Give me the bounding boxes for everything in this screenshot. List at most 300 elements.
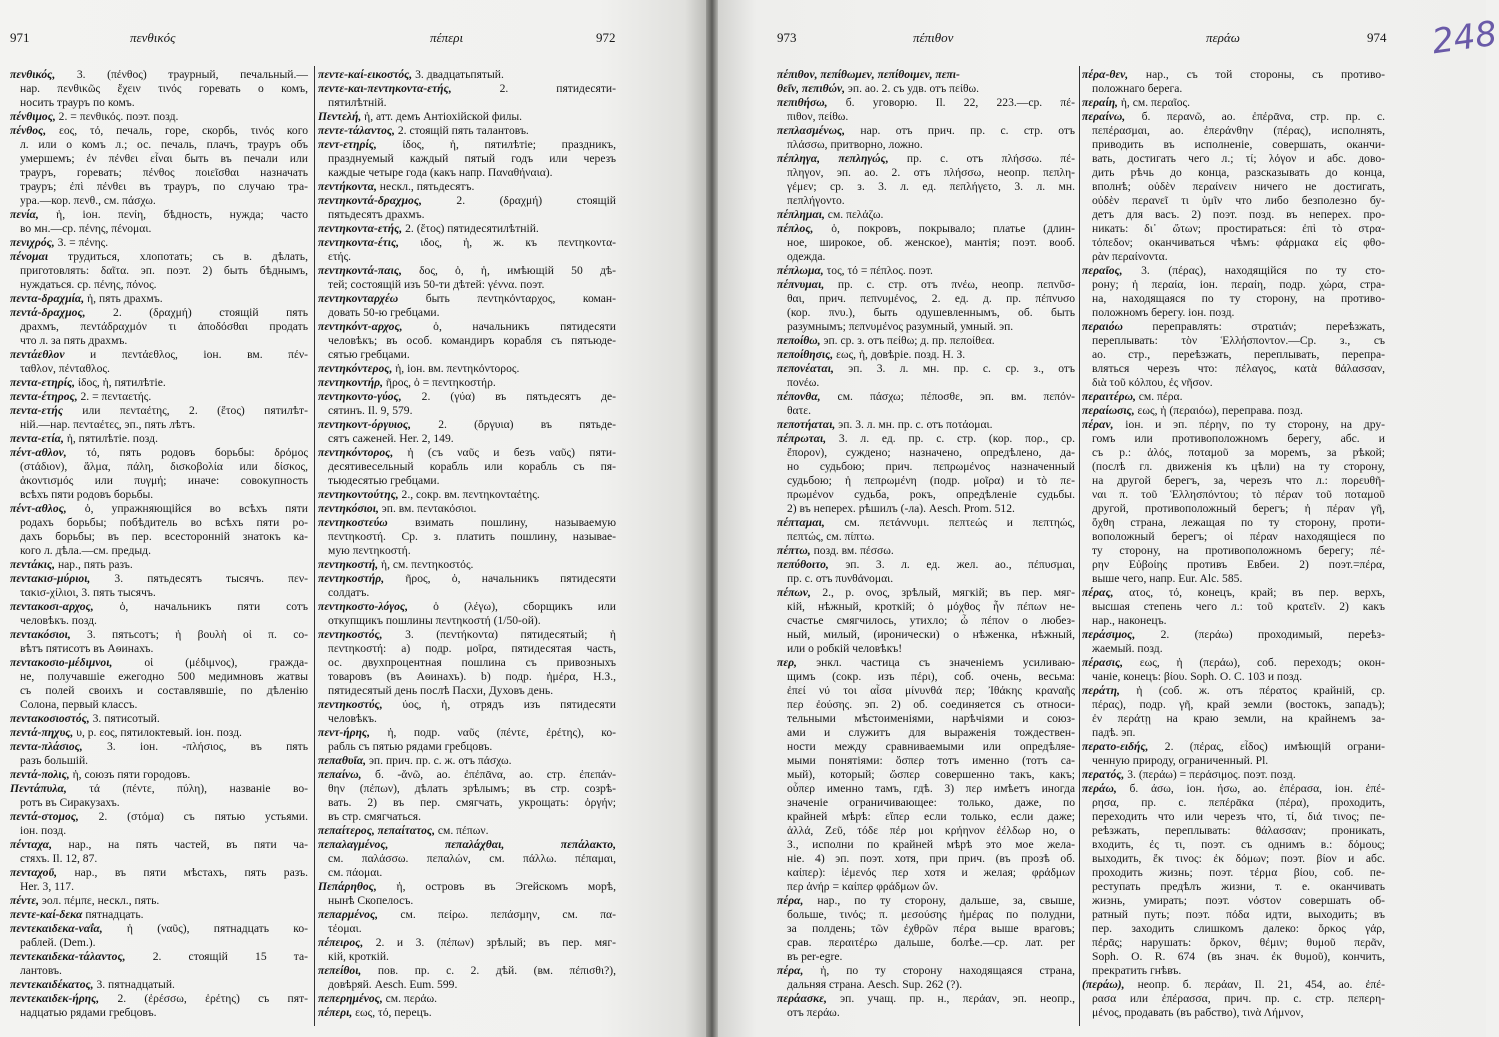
definition-text: эп. учащ. пр. н., περάαν, эп. неопр., [826,992,1075,1005]
entry-continuation-line [10,754,308,768]
entry-continuation-line [10,418,308,432]
entry-line [1082,656,1385,670]
column-divider [314,66,315,1026]
definition-text: 2. стоящій 15 та- [125,950,308,963]
definition-text: υ, р. εος, пятилоктевый. іон. позд. [73,726,242,739]
definition-text: разъ большій. [20,754,89,767]
entry-continuation-line [1082,726,1385,740]
headword: πεπαρμένος, [318,908,379,921]
definition-text: 2. = πενταετής. [77,390,152,403]
entry-continuation-line [10,474,308,488]
definition-text: ὁ, начальникъ пяти сотъ [93,600,308,613]
headword: πέρα, [777,964,804,977]
definition-text: эп. 3. л. мн. пр. с. отъ ποτάομαι. [835,418,993,431]
definition-text: дахъ борьбы; въ пер. всесторонній знатокъ ка- [20,530,308,543]
entry-continuation-line [1082,348,1385,362]
entry-continuation-line [10,614,308,628]
definition-text: пов. пр. с. 2. дѣй. (вм. πέπισθι?), [361,964,616,977]
headword: πέπλωμα, [777,264,824,277]
entry-continuation-line [1082,82,1385,96]
definition-text: во мн.—ср. πένης, πένομαι. [20,222,152,235]
headword: πεντα-ετηρίς, [10,376,76,389]
definition-text: 2. и 3. (πέπων) зрѣлый; въ пер. мяг- [363,936,616,949]
entry-continuation-line [1082,488,1385,502]
entry-line [10,712,308,726]
running-head: πενθικός [130,30,176,45]
entry-line [318,572,616,586]
definition-text: эп. 3. л. ед. жел. ао., πέπυσμαι, [828,558,1075,571]
definition-text: счастье смягчилось, утихло; ὦ πέπον о любез- [787,614,1075,627]
entry-continuation-line [318,978,616,992]
book-gutter [706,0,718,1037]
headword: πεπαίνω, [318,768,362,781]
entry-continuation-line [318,782,616,796]
entry-continuation-line [10,964,308,978]
entry-continuation-line [318,250,616,264]
entry-line [777,334,1075,348]
headword: πέρασις, [1082,656,1124,669]
entry-line [318,992,616,1006]
definition-text: вѣтъ пятисотъ въ Аѳинахъ. [20,642,154,655]
definition-text: ὁ, покровъ, покрывало; платье (длин- [813,222,1075,235]
entry-continuation-line [777,670,1075,684]
definition-text: ναι π. τοῦ Ἑλλησπόντου; τὸ πέραν τοῦ ποταμοῦ [1092,488,1385,501]
definition-text: нар. отъ прич. пр. с. стр. отъ [845,124,1075,137]
entry-line [10,838,308,852]
headword: πέρα-θεν, [1082,68,1129,81]
entry-continuation-line [1082,334,1385,348]
entry-continuation-line [318,712,616,726]
entry-continuation-line [777,866,1075,880]
entry-continuation-line [1082,474,1385,488]
definition-text: взимать пошлину, называемую [387,516,616,529]
entry-continuation-line [10,852,308,866]
entry-continuation-line [10,488,308,502]
headword: πεποτήαται, [777,418,836,431]
definition-text: εως, ἡ, довѣріе. позд. Н. З. [833,348,966,361]
definition-text: καίπερ): ἱέμενός περ хотя и желая; φράδμων [787,866,1075,879]
definition-text: 2. = πενθικός. поэт. позд. [55,110,179,123]
definition-text: см. πελάζω. [824,208,884,221]
entry-line [10,894,308,908]
definition-text: на, находящаяся по ту сторону, на противо- [1092,292,1385,305]
page-number: 974 [1367,30,1387,45]
headword: πεπαθυῖα, [318,754,367,767]
definition-text: см. πετάννυμι. πεπτεώς и πεπτηώς, [824,516,1075,529]
entry-continuation-line [777,852,1075,866]
definition-text: θατε. [787,404,812,417]
headword: πεντε-καί-εικοστός, [318,68,413,81]
entry-continuation-line [1082,432,1385,446]
definition-text: ὁ (λέγω), сборщикъ или [407,600,616,613]
entry-continuation-line [1082,824,1385,838]
entry-line [318,502,616,516]
headword: πεπύθοιτο, [777,558,829,571]
definition-text: 2. (ἐρέσσω, ἐρέτης) съ пят- [99,992,308,1005]
entry-continuation-line [10,278,308,292]
definition-text: περ ἐούσης. эп. 2) об. соединяется съ относи- [787,698,1075,711]
headword: πέπονθα, [777,390,821,403]
definition-text: ос. двухпроцентная пошлина съ привозныхъ [328,656,616,669]
definition-text: 3. двадцатьпятый. [412,68,504,81]
definition-text: ἡ, по ту сторону находящаяся страна, [803,964,1075,977]
entry-continuation-line [1082,866,1385,880]
definition-text: Her. 3, 117. [20,880,74,893]
headword: περαίη, [1082,96,1118,109]
headword: περάω, [1082,782,1117,795]
definition-text: энкл. частица съ значеніемъ усиливаю- [796,656,1075,669]
definition-text: десятивесельный корабль или корабль съ пя- [328,460,616,473]
definition-text: трауръ, горевать; πένθος ποιεῖσθαι назначать [20,166,308,179]
definition-text: приготовлять: δαῖτα. эп. поэт. 2) быть бѣднымъ, [20,264,308,277]
headword: πένθιμος, [10,110,56,123]
entry-continuation-line [318,810,616,824]
entry-line [10,404,308,418]
headword: πεντηκόντερος, [318,362,393,375]
entry-continuation-line [1082,880,1385,894]
headword: περάσιμος, [1082,628,1136,641]
headword: περάτη, [1082,684,1120,697]
entry-continuation-line [1082,936,1385,950]
entry-line [777,362,1075,376]
entry-line [318,726,616,740]
definition-text: разумнымъ; πεπνυμένος разумный, умный. эп. [787,320,1014,333]
entry-line [777,348,1075,362]
headword: περαιτέρω, [1082,390,1136,403]
definition-text: эп. ао. 2. съ удв. отъ πείθω. [845,82,980,95]
page-number: 971 [10,30,30,45]
definition-text: положнаго берега. [1092,82,1183,95]
entry-continuation-line [10,684,308,698]
entry-continuation-line [10,96,308,110]
definition-text: ἡ, островъ въ Эгейскомъ морѣ, [376,880,616,893]
definition-text: съ р.: ἁλός, ποταμοῦ за моремъ, за рѣкой; [1092,446,1385,459]
left-page [0,0,706,1037]
entry-line [10,376,308,390]
dictionary-column [1082,68,1385,1020]
definition-text: человѣкъ; въ особ. командиръ корабля съ пятьюде- [328,334,616,347]
definition-text: πεντηκοστή: а) подр. μοῖρα, пятидесятая часть, [328,642,616,655]
headword: Πεπάρηθος, [318,880,377,893]
definition-text: Soph. O. R. 674 (въ знач. ἐκ θυμοῦ), кончить, [1092,950,1385,963]
definition-text: значеніе ограничивающее: только, даже, по [787,796,1075,809]
definition-text: ταθλον, πένταθλος. [20,362,110,375]
definition-text: 3. пятисотый. [89,712,160,725]
headword: πενιχρός, [10,236,55,249]
definition-text: вполнѣ; οὐδὲν περαίνειν ничего не достигать, [1092,180,1385,193]
definition-text: неопр. б. περάαν, Il. 21, 454, ао. ἐπέ- [1124,978,1385,991]
headword: πενία, [10,208,39,221]
entry-continuation-line [10,180,308,194]
entry-continuation-line [777,726,1075,740]
entry-continuation-line [777,530,1075,544]
headword: πεντηκόντ-αρχος, [318,320,403,333]
headword: πεποίθω, [777,334,821,347]
headword: πεντε-και-πεντηκοντα-ετής, [318,82,452,95]
definition-text: въ стр. смягчаться. [328,810,422,823]
definition-text: ратный путь; поэт. πόδα идти, выходить; въ [1092,908,1385,921]
entry-line [10,600,308,614]
definition-text: дить рѣчь до конца, разсказывать до конца, [1092,166,1385,179]
definition-text: 3. (πένθος) траурный, печальный.— [55,68,308,81]
entry-continuation-line [1082,124,1385,138]
headword: πεπιθήσω, [777,96,828,109]
entry-line [10,236,308,250]
definition-text: 3. пятьсотъ; ἡ βουλὴ οἱ π. со- [70,628,308,641]
entry-continuation-line [1082,670,1385,684]
definition-text: срав. περαιτέρω дальше, болѣе.—ср. лат. per [787,936,1075,949]
definition-text: 2. (ὄργυια) въ пятьде- [410,418,616,431]
entry-continuation-line [10,222,308,236]
entry-line [777,558,1075,572]
definition-text: тей; состоящій изъ 50-ти дѣтей: γέννα. поэт. [328,278,545,291]
entry-line [10,110,308,124]
headword: πεντά-στομος, [10,810,79,823]
entry-continuation-line [318,96,616,110]
definition-text: δος, ὁ, ἡ, имѣющій 50 дѣ- [401,264,616,277]
entry-continuation-line [318,278,616,292]
headword: πεντ-ετηρίς, [318,138,377,151]
headword: πεντήκοντα, [318,180,377,193]
definition-text: трауръ; ἐπὶ πένθει въ трауръ, по случаю тра- [20,180,308,193]
headword: πέπειρος, [318,936,364,949]
entry-line [10,558,308,572]
entry-continuation-line [1082,446,1385,460]
entry-continuation-line [777,978,1075,992]
headword: πενταχοῦ, [10,866,58,879]
entry-line [318,488,616,502]
definition-text: εος, τό, печаль, горе, скорбь, τινός кого [46,124,308,137]
entry-line [1082,978,1385,992]
definition-text: драхмъ, πεντάδραχμόν τι ἀποδόσθαι продать [20,320,308,333]
definition-text: ῆρος, ὁ = πεντηκοστήρ. [382,376,496,389]
entry-continuation-line [777,754,1075,768]
definition-text: 3. (πέρας), находящійся по ту сто- [1122,264,1385,277]
headword: πένθος, [10,124,47,137]
definition-text: см. πείρω. πεπάσμην, см. πα- [378,908,616,921]
definition-text: отъ περάω. [787,1006,840,1019]
definition-text: 2. (πέρας, εἶδος) имѣющій ограни- [1148,740,1385,753]
headword: περαιόω [1082,320,1123,333]
definition-text: позд. вм. πέσσω. [810,544,894,557]
entry-line [10,292,308,306]
definition-text: вать. 2) въ пер. смягчать, укрощать: ὀργήν; [328,796,616,809]
entry-continuation-line [318,166,616,180]
definition-text: см. πέπων. [434,824,489,837]
definition-text: 2. (περάω) проходимый, переѣз- [1135,628,1385,641]
headword: πεντεκαιδεκα-τάλαντος, [10,950,126,963]
definition-text: ρην Εὐβοίης противъ Евбеи. 2) поэт.=πέρα, [1092,558,1385,571]
headword: πεντηκοστή, [318,558,379,571]
entry-line [10,810,308,824]
definition-text: или о робкій человѣкъ! [787,642,903,655]
headword: πέρας, [1082,586,1114,599]
entry-line [318,418,616,432]
definition-text: пер. заходить слишкомъ далеко: ὅρκος γάρ, [1092,922,1385,935]
definition-text: γέμεν; ср. з. 3. л. ед. πεπλήγετο, 3. л. мн. [787,180,1075,193]
headword: πεντηκοντο-γύος, [318,390,402,403]
headword: πέπλος, [777,222,814,235]
entry-continuation-line [1082,138,1385,152]
entry-continuation-line [1082,908,1385,922]
headword: πεντα-πλάσιος, [10,740,83,753]
definition-text: тельными мѣстоименіями, нарѣчіями и союз- [787,712,1075,725]
definition-text: см. περάω. [382,992,438,1005]
entry-continuation-line [318,530,616,544]
entry-continuation-line [777,810,1075,824]
definition-text: ετής. [328,250,352,263]
entry-line [1082,586,1385,600]
definition-text: 3. іон. -πλήσιος, въ пять [82,740,308,753]
entry-continuation-line [318,586,616,600]
entry-line [318,320,616,334]
definition-text: іон. и эп. πέρην, по ту сторону, на дру- [1113,418,1385,431]
definition-text: 3. л. ед. пр. с. стр. (кор. πορ., ср. [826,432,1075,445]
headword: πέπιθον, πεπίθωμεν, πεπίθοιμεν, πεπι- [777,68,960,81]
entry-continuation-line [1082,362,1385,376]
definition-text: кій, кроткій. [328,950,389,963]
definition-text: нар., на пять частей, въ пяти ча- [51,838,308,851]
definition-text: б. περανῶ, ао. ἐπέρᾱνα, стр. пр. с. [1125,110,1385,123]
headword: πεντακοσι-αρχος, [10,600,94,613]
definition-text: нар., въ пяти мѣстахъ, пять разъ. [57,866,308,879]
entry-continuation-line [10,460,308,474]
definition-text: умершемъ; ἐν πένθει εἶναι быть въ печали или [20,152,308,165]
entry-line [318,768,616,782]
entry-line [318,628,616,642]
headword: πεντά-πηχυς, [10,726,74,739]
entry-continuation-line [777,474,1075,488]
entry-line [318,1006,616,1020]
definition-text: на другой берегъ, за, черезъ что л.: πορευθῆ- [1092,474,1385,487]
entry-continuation-line [1082,922,1385,936]
definition-text: трудиться, хлопотать; съ в. дѣлать, [48,250,308,263]
definition-text: пятнадцать. [82,908,144,921]
definition-text: стяхъ. Il. 12, 87. [20,852,98,865]
entry-continuation-line [10,936,308,950]
definition-text: 3. пятнадцатый. [93,978,175,991]
definition-text: жаемый. позд. [1092,642,1163,655]
definition-text: ами и служитъ для выраженія тождествен- [787,726,1075,739]
entry-continuation-line [777,936,1075,950]
definition-text: человѣкъ. позд. [20,614,97,627]
entry-line [1082,320,1385,334]
definition-text: ἔπορον), суждено; назначено, опредѣлено, да- [787,446,1075,459]
entry-line [777,390,1075,404]
entry-continuation-line [10,264,308,278]
entry-line [318,138,616,152]
headword: πεντηκοντα-ετής, [318,222,403,235]
entry-line [777,222,1075,236]
definition-text: см. πάομαι. [328,866,383,879]
entry-continuation-line [1082,460,1385,474]
entry-line [777,68,1075,82]
entry-line [318,376,616,390]
entry-continuation-line [10,586,308,600]
entry-line [318,754,616,768]
definition-text: высшая степень чего л.: τοῦ κρατεῖν. 2) какъ [1092,600,1385,613]
headword: θεῖν, πεπιθών, [777,82,846,95]
definition-text: см. παλάσσω. πεπαλών, см. πάλλω. πέπαμαι, [328,852,616,865]
entry-continuation-line [1082,180,1385,194]
entry-line [10,572,308,586]
entry-continuation-line [318,404,616,418]
entry-line [318,110,616,124]
definition-text: εως, τό, перецъ. [352,1006,432,1019]
headword: Πεντάπυλα, [10,782,67,795]
entry-continuation-line [777,320,1075,334]
headword: πεντηκόσιοι, [318,502,379,515]
definition-text: ἀλλά, Ζεῦ, τόδε πέρ μοι κρήηνον ἐέλδωρ но, о [787,824,1075,837]
definition-text: ао. стр., переѣзжать, переплывать, перепра- [1092,348,1385,361]
definition-text: ура.—кор. πενθ., см. πάσχω. [20,194,156,207]
headword: Πεντελή, [318,110,362,123]
definition-text: іон. позд. [20,824,67,837]
definition-text: 2. пятидесяти- [451,82,616,95]
definition-text: детъ для васъ. 2) поэт. позд. въ неперех. про- [1092,208,1385,221]
entry-continuation-line [10,138,308,152]
definition-text: или πενταέτης, 2. (ἔτος) пятилѣт- [62,404,308,417]
headword: πεντακοσιοστός, [10,712,90,725]
entry-continuation-line [10,516,308,530]
definition-text: надцатью рядами гребцовъ. [20,1006,157,1019]
entry-continuation-line [318,306,616,320]
definition-text: 3. = πένης. [54,236,109,249]
definition-text: щимъ (сокр. изъ πέρι), соб. очень, весьма: [787,670,1075,683]
entry-continuation-line [10,152,308,166]
entry-continuation-line [1082,278,1385,292]
entry-continuation-line [10,642,308,656]
entry-continuation-line [777,684,1075,698]
entry-continuation-line [318,152,616,166]
definition-text: 2., сокр. вм. πεντηκονταέτης. [398,488,540,501]
entry-continuation-line [1082,292,1385,306]
definition-text: больше, τινός; π. μεσούσης ἡμέρας по полудни, [787,908,1075,921]
entry-continuation-line [777,838,1075,852]
headword: πεντεκαιδέκατος, [10,978,94,991]
definition-text: ρὰν περαίνοντα. [1092,250,1168,263]
headword: πεπονέαται, [777,362,834,375]
definition-text: въ per-egre. [787,950,843,963]
headword: πεπείθοι, [318,964,362,977]
definition-text: 2) въ неперех. рѣшилъ (-ла). Aesch. Prom. 512. [787,502,1015,515]
headword: πεντεκαιδεκ-ήρης, [10,992,100,1005]
definition-text: человѣкъ. [328,712,377,725]
headword: πεντα-ετής [10,404,63,417]
entry-continuation-line [318,348,616,362]
definition-text: раблей. (Dem.). [20,936,96,949]
definition-text: съ полей своихъ и составлявшіе, по дѣленію [20,684,308,697]
definition-text: θαι, прич. πεπνυμένος, 2. ед. д. пр. πέπνυσο [787,292,1075,305]
definition-text: реѣзжать, переплывать: θάλασσαν; проникать, [1092,824,1385,837]
definition-text: οὐδὲν περανεῖ τι ὑμῖν что либо безполезно бу- [1092,194,1385,207]
definition-text: τό, пять родовъ борьбы: δρόμος [66,446,308,459]
entry-continuation-line [777,642,1075,656]
definition-text: πεντηκοστή. Ср. з. платить пошлину, называе- [328,530,616,543]
definition-text: ній.—нар. πενταέτες, эп., пять лѣтъ. [20,418,196,431]
entry-continuation-line [777,698,1075,712]
headword: πεντηκοντά-παις, [318,264,402,277]
definition-text: гомъ или противоположномъ берегу, абс. и [1092,432,1385,445]
definition-text: ротъ въ Сиракузахъ. [20,796,120,809]
definition-text: нескл., пятьдесятъ. [376,180,475,193]
headword: πενθικός, [10,68,56,81]
entry-continuation-line [10,334,308,348]
entry-continuation-line [1082,236,1385,250]
entry-continuation-line [1082,838,1385,852]
entry-line [318,180,616,194]
headword: πέντ-αθλος, [10,502,67,515]
